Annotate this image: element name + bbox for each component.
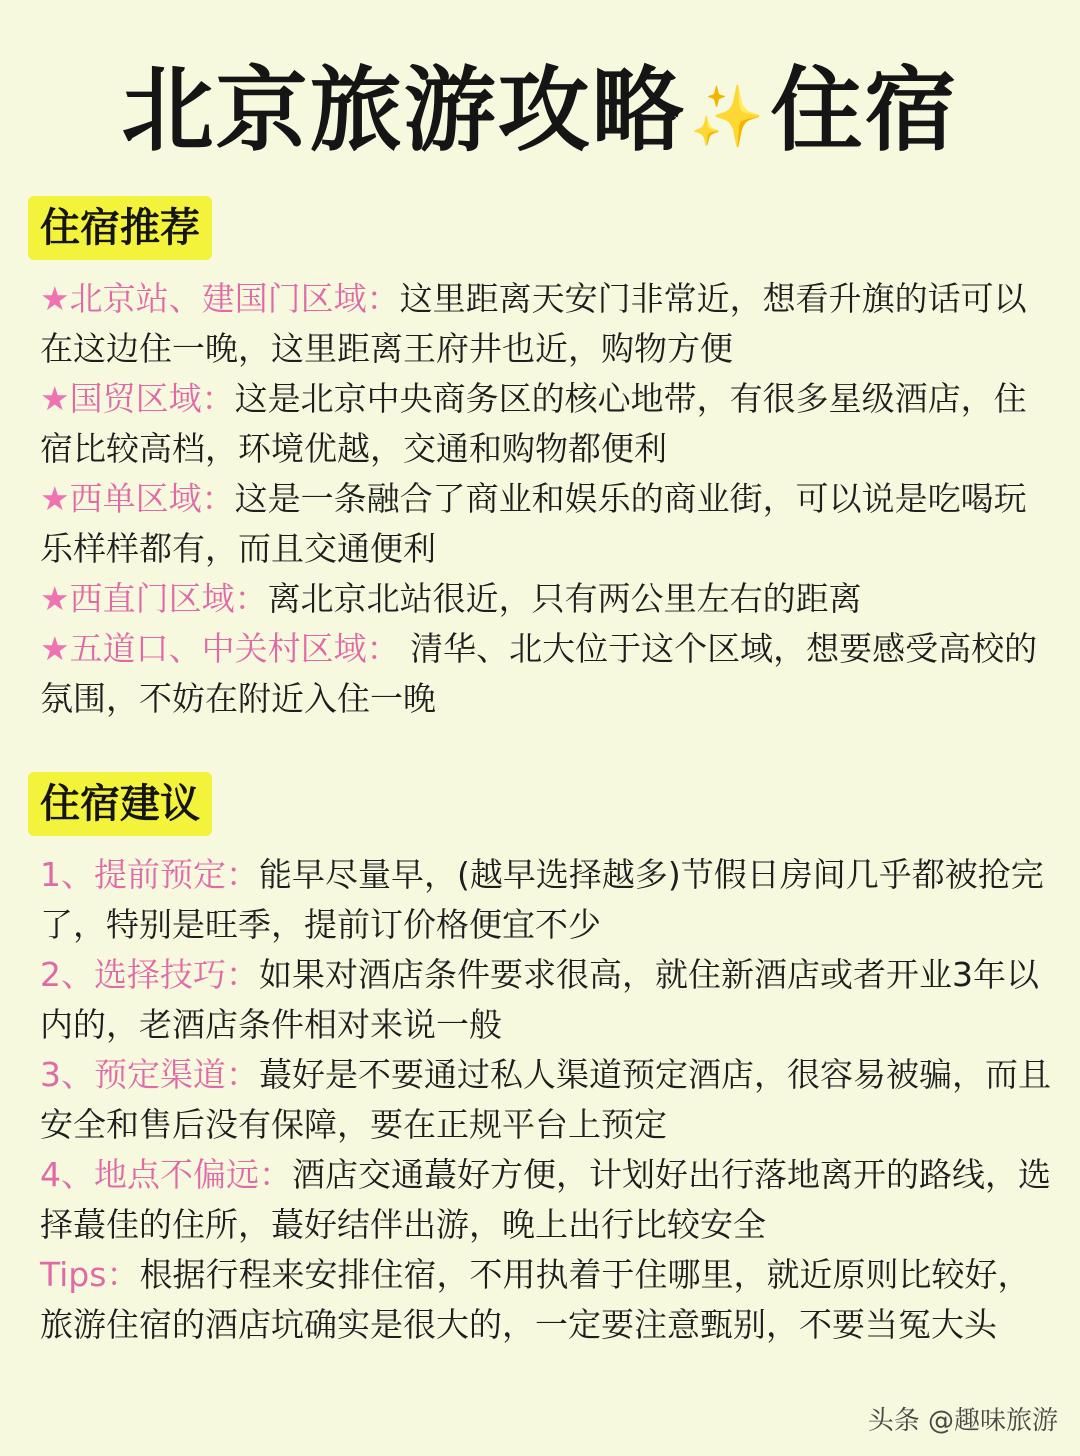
item-text: 根据行程来安排住宿，不用执着于住哪里，就近原则比较好，旅游住宿的酒店坑确实是很大的，一定要注意甄别，不要当冤大头 <box>40 1255 1031 1344</box>
watermark: 头条 @趣味旅游 <box>867 1406 1058 1436</box>
item-key: 国贸区域： <box>69 379 235 418</box>
star-icon: ★ <box>40 379 70 418</box>
list-item <box>40 274 1056 374</box>
item-key: 西直门区域： <box>69 579 268 618</box>
list-item <box>40 850 1056 950</box>
recommend-list <box>40 274 1056 724</box>
list-item <box>40 1250 1056 1350</box>
item-key: 1、提前预定： <box>40 855 259 894</box>
title-main: 北京旅游攻略 <box>121 57 686 164</box>
item-key: 3、预定渠道： <box>40 1055 259 1094</box>
list-item <box>40 374 1056 474</box>
item-text: 酒店交通蕞好方便，计划好出行落地离开的路线，选择蕞佳的住所，蕞好结伴出游，晚上出行比较安全 <box>40 1155 1051 1244</box>
item-key: Tips： <box>40 1255 140 1294</box>
list-item <box>40 1050 1056 1150</box>
section-heading-advice: 住宿建议 <box>28 772 212 836</box>
star-icon: ★ <box>40 579 70 618</box>
item-text: 蕞好是不要通过私人渠道预定酒店，很容易被骗，而且安全和售后没有保障，要在正规平台上预定 <box>40 1055 1051 1144</box>
list-item <box>40 574 1056 624</box>
star-icon: ★ <box>40 479 70 518</box>
item-key: 五道口、中关村区域： <box>69 629 400 668</box>
item-text: 清华、北大位于这个区域，想要感受高校的氛围，不妨在附近入住一晚 <box>40 629 1038 718</box>
section-heading-recommend: 住宿推荐 <box>28 196 212 260</box>
item-text: 离北京北站很近，只有两公里左右的距离 <box>267 579 862 618</box>
list-item <box>40 1150 1056 1250</box>
item-key: 2、选择技巧： <box>40 955 259 994</box>
item-key: 西单区域： <box>69 479 235 518</box>
item-text: 能早尽量早，(越早选择越多)节假日房间几乎都被抢完了，特别是旺季，提前订价格便宜不少 <box>40 855 1044 944</box>
item-text: 如果对酒店条件要求很高，就住新酒店或者开业3年以内的，老酒店条件相对来说一般 <box>40 955 1039 1044</box>
star-icon: ★ <box>40 279 70 318</box>
list-item <box>40 474 1056 574</box>
item-text: 这里距离天安门非常近，想看升旗的话可以在这边住一晚，这里距离王府井也近，购物方便 <box>40 279 1027 368</box>
item-text: 这是一条融合了商业和娱乐的商业街，可以说是吃喝玩乐样样都有，而且交通便利 <box>40 479 1027 568</box>
page-title <box>0 56 1080 172</box>
star-icon: ★ <box>40 629 70 668</box>
list-item <box>40 624 1056 724</box>
title-sub: 住宿 <box>770 57 959 164</box>
item-key: 4、地点不偏远： <box>40 1155 292 1194</box>
item-key: 北京站、建国门区域： <box>69 279 400 318</box>
advice-list <box>40 850 1056 1350</box>
sparkle-icon: ✨ <box>689 81 767 152</box>
item-text: 这是北京中央商务区的核心地带，有很多星级酒店，住宿比较高档，环境优越，交通和购物都便利 <box>40 379 1027 468</box>
list-item <box>40 950 1056 1050</box>
